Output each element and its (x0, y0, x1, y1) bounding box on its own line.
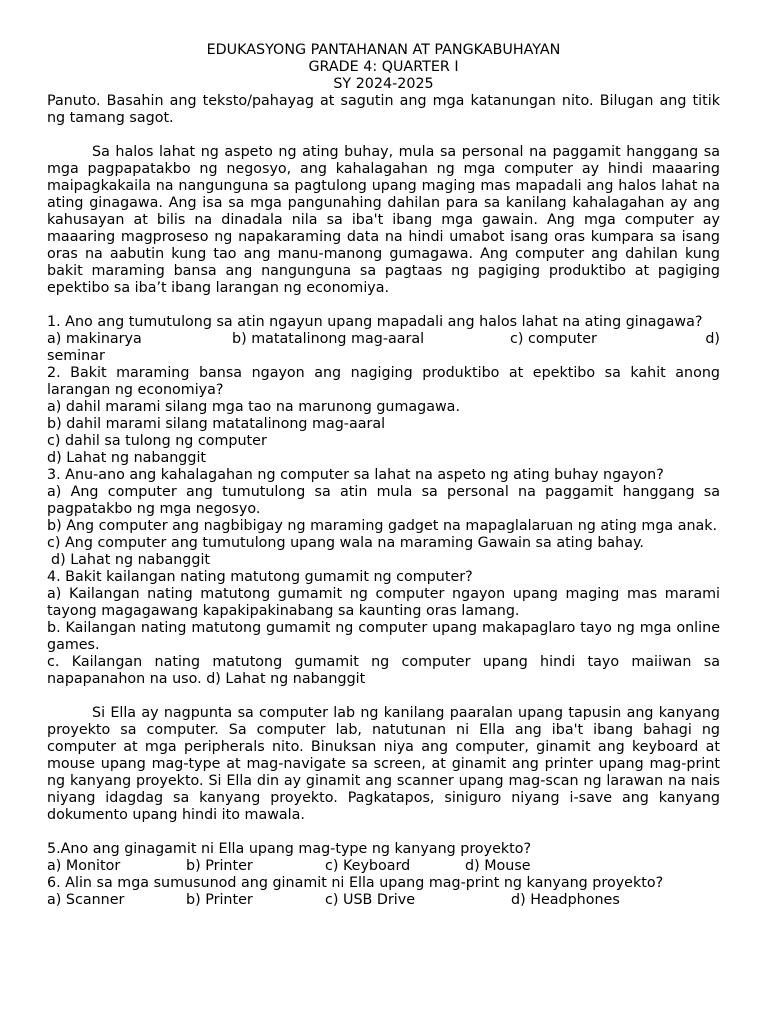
q5-option-c[interactable]: c) Keyboard (325, 858, 411, 874)
q3-option-b[interactable]: b) Ang computer ang nagbibigay ng maraming gadget na mapaglalaruan ng ating mga anak. (47, 518, 718, 534)
question-6 (47, 875, 720, 909)
q5-option-a[interactable]: a) Monitor (47, 858, 121, 874)
q6-option-a[interactable]: a) Scanner (47, 892, 125, 908)
question-5-options (47, 858, 720, 875)
spacer (47, 688, 720, 705)
q5-option-d[interactable]: d) Mouse (465, 858, 531, 874)
reading-passage-2: Si Ella ay nagpunta sa computer lab ng kanilang paaralan upang tapusin ang kanyang proyekto sa computer. Sa computer lab, natutunan ni Ella ang iba't ibang bahagi ng computer at mga peripherals nito. Binuksan niya ang computer, ginamit ang keyboard at mouse upang mag-type at mag-navigate sa screen, at ginamit ang printer upang mag-print ng kanyang proyekto. Si Ella din ay ginamit ang scanner upang mag-scan ng larawan na nais niyang idagdag sa kanyang proyekto. Pagkatapos, siniguro niyang i-save ang kanyang dokumento upang hindi ito mawala. (47, 705, 720, 823)
grade-quarter: GRADE 4: QUARTER I (308, 59, 459, 75)
q1-option-c[interactable]: c) computer (510, 331, 597, 347)
q6-option-c[interactable]: c) USB Drive (325, 892, 415, 908)
spacer (47, 127, 720, 144)
question-3-text: 3. Anu-ano ang kahalagahan ng computer sa lahat na aspeto ng ating buhay ngayon? (47, 467, 664, 483)
q4-option-c-d[interactable]: c. Kailangan nating matutong gumamit ng computer upang hindi tayo maiiwan sa napapanahon na uso. d) Lahat ng nabanggit (47, 654, 720, 687)
q4-option-b[interactable]: b. Kailangan nating matutong gumamit ng computer upang makapaglaro tayo ng mga online games. (47, 620, 720, 653)
question-2 (47, 365, 720, 467)
question-6-options (47, 892, 720, 909)
question-4 (47, 569, 720, 688)
spacer (47, 824, 720, 841)
question-2-text: 2. Bakit maraming bansa ngayon ang nagiging produktibo at epektibo sa kahit anong larangan ng economiya? (47, 365, 720, 398)
school-year: SY 2024-2025 (333, 76, 434, 92)
q3-option-d[interactable]: d) Lahat ng nabanggit (51, 552, 211, 568)
q4-option-a[interactable]: a) Kailangan nating matutong gumamit ng computer ngayon upang maging mas marami tayong magagawang kapakipakinabang sa kaunting oras lamang. (47, 586, 720, 619)
subject-title: EDUKASYONG PANTAHANAN AT PANGKABUHAYAN (206, 42, 561, 58)
instructions: Panuto. Basahin ang teksto/pahayag at sagutin ang mga katanungan nito. Bilugan ang titik ng tamang sagot. (47, 93, 720, 126)
reading-passage-1: Sa halos lahat ng aspeto ng ating buhay, mula sa personal na paggamit hanggang sa mga pagpapatakbo ng negosyo, ang kahalagahan ng mga computer ay hindi maaaring maipagkakaila na nangunguna sa pagtulong upang maging mas mapadali ang halos lahat na ating ginagawa. Ang isa sa mga pangunahing dahilan para sa kanilang kahalagahan ay ang kahusayan at bilis na dinadala nila sa iba't ibang mga gawain. Ang mga computer ay maaaring magproseso ng napakaraming data na hindi umabot isang oras kumpara sa isang oras na aabutin kung tao ang manu-manong gumagawa. Ang computer ang dahilan kung bakit maraming bansa ang nangunguna sa pagtaas ng pagiging produktibo at pagiging epektibo sa iba’t ibang larangan ng economiya. (47, 144, 720, 296)
question-1 (47, 314, 720, 365)
question-4-text: 4. Bakit kailangan nating matutong gumamit ng computer? (47, 569, 473, 585)
q6-option-b[interactable]: b) Printer (186, 892, 253, 908)
q2-option-a[interactable]: a) dahil marami silang mga tao na marunong gumagawa. (47, 399, 460, 415)
q2-option-b[interactable]: b) dahil marami silang matatalinong mag-aaral (47, 416, 386, 432)
question-3 (47, 467, 720, 569)
q5-option-b[interactable]: b) Printer (186, 858, 253, 874)
question-5 (47, 841, 720, 875)
question-5-text: 5.Ano ang ginagamit ni Ella upang mag-type ng kanyang proyekto? (47, 841, 532, 857)
q2-option-d[interactable]: d) Lahat ng nabanggit (47, 450, 207, 466)
q1-option-b[interactable]: b) matatalinong mag-aaral (232, 331, 425, 347)
q3-option-a[interactable]: a) Ang computer ang tumutulong sa atin mula sa personal na paggamit hanggang sa pagpatakbo ng mga negosyo. (47, 484, 720, 517)
q2-option-c[interactable]: c) dahil sa tulong ng computer (47, 433, 267, 449)
q1-option-d-letter[interactable]: d) (705, 331, 720, 347)
question-1-text: 1. Ano ang tumutulong sa atin ngayun upang mapadali ang halos lahat na ating ginagawa? (47, 314, 703, 330)
spacer (47, 297, 720, 314)
q3-option-c[interactable]: c) Ang computer ang tumutulong upang wala na maraming Gawain sa ating bahay. (47, 535, 644, 551)
q6-option-d[interactable]: d) Headphones (511, 892, 620, 908)
worksheet-page (47, 42, 720, 909)
q1-option-a[interactable]: a) makinarya (47, 331, 142, 347)
question-1-options (47, 331, 720, 348)
question-6-text: 6. Alin sa mga sumusunod ang ginamit ni Ella upang mag-print ng kanyang proyekto? (47, 875, 664, 891)
q1-option-d-text[interactable]: seminar (47, 348, 105, 364)
